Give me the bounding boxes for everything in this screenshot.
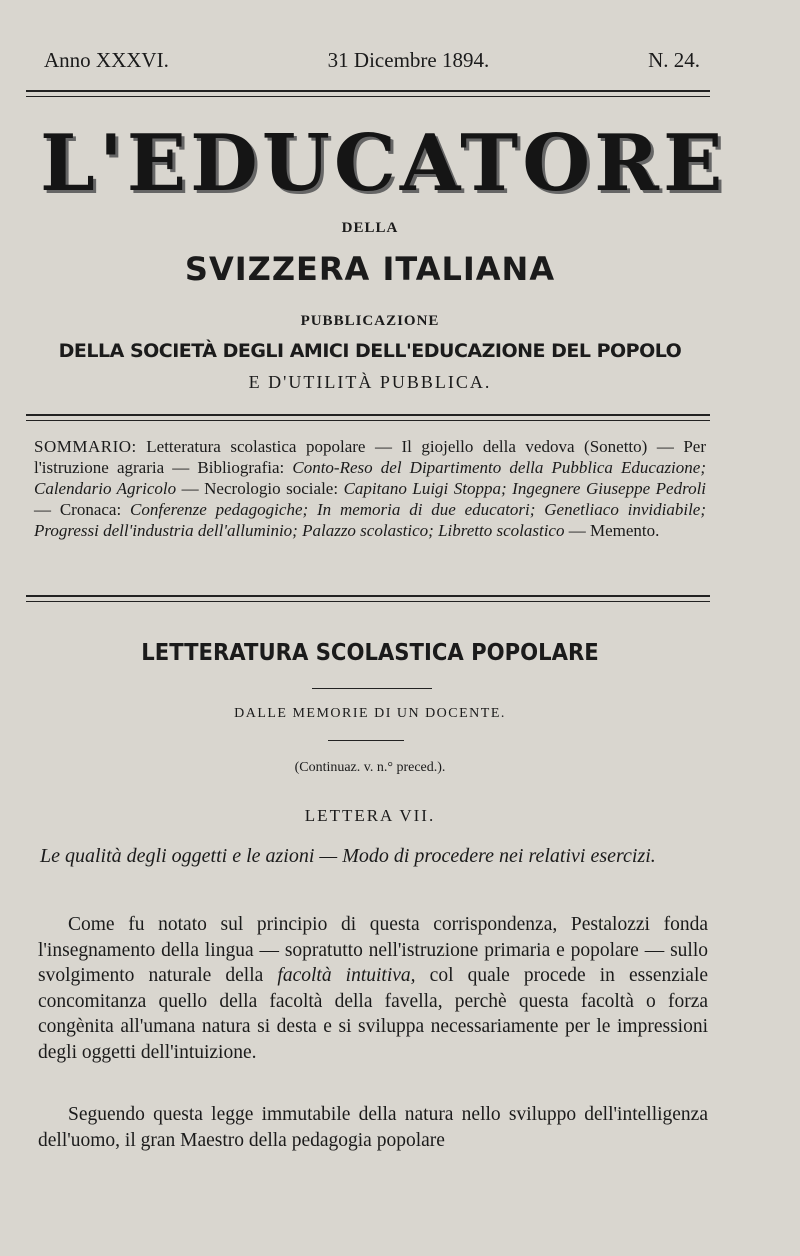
sommario-part: Letteratura scolastica popolare — Il giojello della vedova (Sonetto) — Per l'istruzione agraria — Bibliografia: bbox=[34, 437, 707, 477]
letter-heading: LETTERA VII. bbox=[304, 806, 436, 825]
masthead-rule-thin bbox=[26, 420, 710, 421]
sommario-part: Conferenze pedagogiche; In memoria di due educatori; Genetliaco invidiabile; Progressi dell'industria dell'alluminio; Palazzo scolastico; Libretto scolastico bbox=[34, 500, 707, 540]
paragraph-2: Seguendo questa legge immutabile della natura nello sviluppo dell'intelligenza dell'uomo, il gran Maestro della pedagogia popolare bbox=[38, 1104, 708, 1151]
sommario-rule bbox=[26, 595, 710, 597]
issue-date: 31 Dicembre 1894. bbox=[327, 48, 490, 72]
table-of-contents bbox=[34, 436, 706, 541]
issue-number: N. 24. bbox=[648, 48, 700, 72]
masthead-utility: E D'UTILITÀ PUBBLICA. bbox=[248, 372, 492, 392]
source-divider bbox=[328, 740, 404, 741]
letter-subtitle: Le qualità degli oggetti e le azioni — Modo di procedere nei relativi esercizi. bbox=[40, 845, 656, 867]
sommario-label: SOMMARIO: bbox=[34, 437, 137, 456]
masthead-pubblicazione: PUBBLICAZIONE bbox=[300, 313, 440, 329]
issue-header bbox=[44, 48, 700, 73]
masthead-society: DELLA SOCIETÀ DEGLI AMICI DELL'EDUCAZIONE DEL POPOLO bbox=[58, 340, 682, 362]
top-rule bbox=[26, 90, 710, 92]
sommario-part: — Memento. bbox=[568, 521, 660, 540]
continuation-note: (Continuaz. v. n.° preced.). bbox=[294, 760, 446, 775]
paragraph-text: Come fu notato sul principio di questa corrispondenza, Pestalozzi fonda l'insegnamento della lingua — sopratutto nell'istruzione primaria e popolare — sullo svolgimento naturale della bbox=[38, 914, 708, 987]
sommario-part: — Cronaca: bbox=[34, 500, 122, 519]
masthead-della: DELLA bbox=[341, 220, 399, 236]
top-rule-thin bbox=[26, 96, 710, 97]
sommario-part: — Necrologio sociale: bbox=[181, 479, 339, 498]
article-source: DALLE MEMORIE DI UN DOCENTE. bbox=[234, 706, 506, 721]
section-title: LETTERATURA SCOLASTICA POPOLARE bbox=[141, 640, 599, 666]
masthead-rule bbox=[26, 414, 710, 416]
sommario-rule-thin bbox=[26, 601, 710, 602]
section-divider bbox=[312, 688, 432, 689]
sommario-part: Conto-Reso del Dipartimento della Pubblica Educazione; Calendario Agricolo bbox=[34, 458, 706, 498]
masthead-region: SVIZZERA ITALIANA bbox=[184, 250, 556, 288]
paragraph-emphasis: facoltà intuitiva, bbox=[277, 965, 416, 987]
sommario-part: Capitano Luigi Stoppa; Ingegnere Giuseppe Pedroli bbox=[343, 479, 707, 498]
masthead-title: L'EDUCATORE bbox=[40, 118, 727, 209]
issue-year: Anno XXXVI. bbox=[44, 48, 169, 72]
paragraph-text: col quale procede in essenziale concomitanza quello della facoltà della favella, perchè questa facoltà o forza congènita all'umana natura si desta e si sviluppa necessariamente per le impressioni degli oggetti dell'intuizione. bbox=[38, 965, 709, 1063]
paragraph-1 bbox=[38, 912, 708, 1066]
